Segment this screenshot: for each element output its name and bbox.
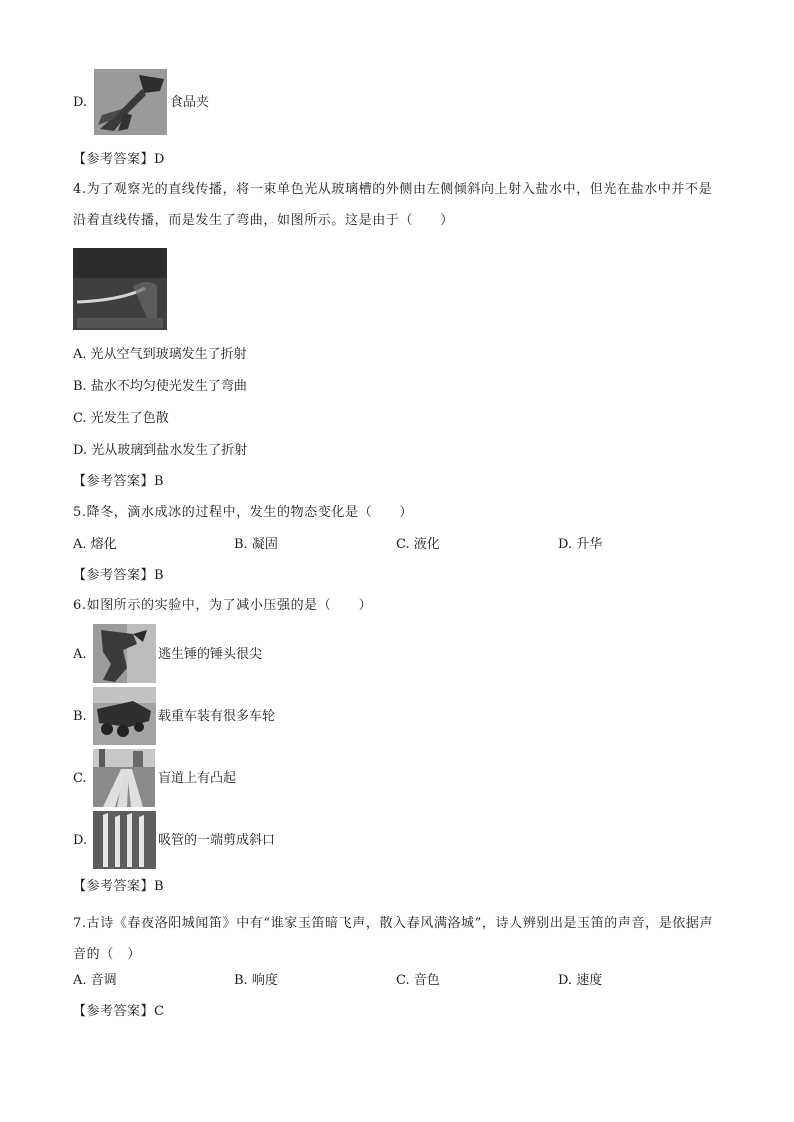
q5-option-a: A. 熔化: [73, 537, 117, 552]
q3-option-d-text: 食品夹: [170, 95, 210, 110]
tactile-paving-image: [93, 749, 155, 807]
q4-option-d: D. 光从玻璃到盐水发生了折射: [73, 443, 248, 458]
q3-option-d-letter: D.: [73, 95, 88, 110]
q6-option-c-text: 盲道上有凸起: [158, 771, 237, 786]
q6-stem: 6.如图所示的实验中，为了减小压强的是（ ）: [73, 598, 373, 613]
q6-option-a-text: 逃生锤的锤头很尖: [158, 647, 263, 662]
q5-answer: 【参考答案】B: [73, 568, 165, 583]
q4-option-a: A. 光从空气到玻璃发生了折射: [73, 347, 247, 362]
light-bending-image: [73, 248, 167, 330]
food-clip-image: [94, 69, 167, 135]
escape-hammer-image: [93, 624, 156, 683]
q5-stem: 5.降冬，滴水成冰的过程中，发生的物态变化是（ ）: [73, 505, 414, 520]
q4-option-c: C. 光发生了色散: [73, 411, 169, 426]
q7-answer: 【参考答案】C: [73, 1004, 165, 1019]
heavy-truck-image: [93, 687, 156, 745]
q7-option-b: B. 响度: [234, 973, 278, 988]
q7-stem: 7.古诗《春夜洛阳城闻笛》中有“谁家玉笛暗飞声，散入春风满洛城”，诗人辨别出是玉笛的声音，是依据声音的（ ）: [73, 916, 714, 962]
q4-option-b: B. 盐水不均匀使光发生了弯曲: [73, 379, 247, 394]
q6-option-d-text: 吸管的一端剪成斜口: [158, 833, 276, 848]
q6-option-b-text: 载重车装有很多车轮: [158, 709, 276, 724]
q6-answer: 【参考答案】B: [73, 879, 165, 894]
q6-option-b-letter: B.: [73, 709, 87, 724]
q7-option-c: C. 音色: [396, 973, 440, 988]
q5-option-d: D. 升华: [558, 537, 603, 552]
q4-answer: 【参考答案】B: [73, 474, 165, 489]
q6-option-d-letter: D.: [73, 833, 88, 848]
q7-option-a: A. 音调: [73, 973, 117, 988]
q4-stem: 4.为了观察光的直线传播，将一束单色光从玻璃槽的外侧由左侧倾斜向上射入盐水中，但光在盐水中并不是沿着直线传播，而是发生了弯曲，如图所示。这是由于（ ）: [73, 182, 713, 228]
q5-option-b: B. 凝固: [234, 537, 278, 552]
straws-image: [93, 811, 156, 869]
q3-answer: 【参考答案】D: [73, 152, 165, 167]
q6-option-c-letter: C.: [73, 771, 87, 786]
q7-option-d: D. 速度: [558, 973, 603, 988]
q6-option-a-letter: A.: [73, 647, 87, 662]
q5-option-c: C. 液化: [396, 537, 440, 552]
